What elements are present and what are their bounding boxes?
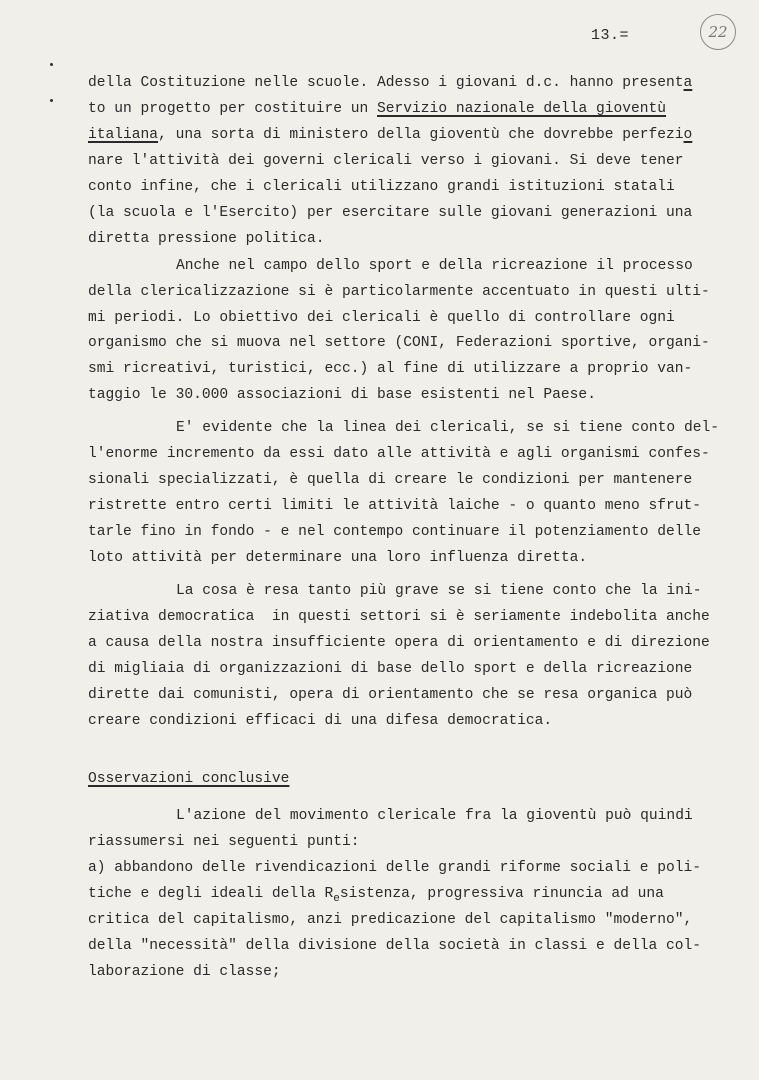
text-line: nare l'attività dei governi clericali verso i giovani. Si deve tener [88, 153, 684, 169]
text-line: to un progetto per costituire un Servizio nazionale della gioventù [88, 101, 667, 117]
text-line: ziativa democratica in questi settori si è seriamente indebolita anche [88, 609, 710, 625]
margin-mark [50, 99, 53, 102]
text-line: dirette dai comunisti, opera di orientamento che se resa organica può [88, 687, 693, 703]
text-line: ristrette entro certi limiti le attività laiche - o quanto meno sfrut- [88, 498, 702, 514]
text-line: a causa della nostra insufficiente opera di orientamento e di direzione [88, 635, 710, 651]
text-line: (la scuola e l'Esercito) per esercitare sulle giovani generazioni una [88, 205, 693, 221]
text-line: smi ricreativi, turistici, ecc.) al fine di utilizzare a proprio van- [88, 361, 693, 377]
text-line: a) abbandono delle rivendicazioni delle grandi riforme sociali e poli- [88, 860, 702, 876]
text-line: creare condizioni efficaci di una difesa democratica. [88, 713, 553, 729]
text-line: di migliaia di organizzazioni di base dello sport e della ricreazione [88, 661, 693, 677]
text-line: conto infine, che i clericali utilizzano grandi istituzioni statali [88, 179, 675, 195]
text-line: taggio le 30.000 associazioni di base esistenti nel Paese. [88, 387, 596, 403]
text-line: mi periodi. Lo obiettivo dei clericali è quello di controllare ogni [88, 310, 675, 326]
text-line: della clericalizzazione si è particolarmente accentuato in questi ulti- [88, 284, 710, 300]
text-line: italiana, una sorta di ministero della gioventù che dovrebbe perfezio [88, 127, 693, 143]
text-line: l'enorme incremento da essi dato alle attività e agli organismi confes- [88, 446, 710, 462]
text-line: critica del capitalismo, anzi predicazione del capitalismo "moderno", [88, 912, 693, 928]
text-line: della "necessità" della divisione della società in classi e della col- [88, 938, 702, 954]
archive-stamp: 22 [700, 14, 736, 50]
text-line: laborazione di classe; [88, 964, 281, 980]
text-line: sionali specializzati, è quella di creare le condizioni per mantenere [88, 472, 693, 488]
section-heading: Osservazioni conclusive [88, 771, 290, 787]
text-line: La cosa è resa tanto più grave se si tiene conto che la ini- [176, 583, 702, 599]
text-line: L'azione del movimento clericale fra la gioventù può quindi [176, 808, 693, 824]
text-line: Anche nel campo dello sport e della ricreazione il processo [176, 258, 693, 274]
margin-mark [50, 63, 53, 66]
text-line: tiche e degli ideali della $R_esistenza$, progressiva rinuncia ad una [88, 886, 664, 905]
text-line: della Costituzione nelle scuole. Adesso i giovani d.c. hanno presenta [88, 75, 693, 91]
text-line: tarle fino in fondo - e nel contempo continuare il potenziamento delle [88, 524, 702, 540]
text-line: riassumersi nei seguenti punti: [88, 834, 360, 850]
text-line: organismo che si muova nel settore (CONI, Federazioni sportive, organi- [88, 335, 710, 351]
text-line: diretta pressione politica. [88, 231, 325, 247]
page-number: 13.= [591, 27, 630, 44]
text-line: E' evidente che la linea dei clericali, se si tiene conto del- [176, 420, 719, 436]
text-line: loto attività per determinare una loro influenza diretta. [88, 550, 588, 566]
